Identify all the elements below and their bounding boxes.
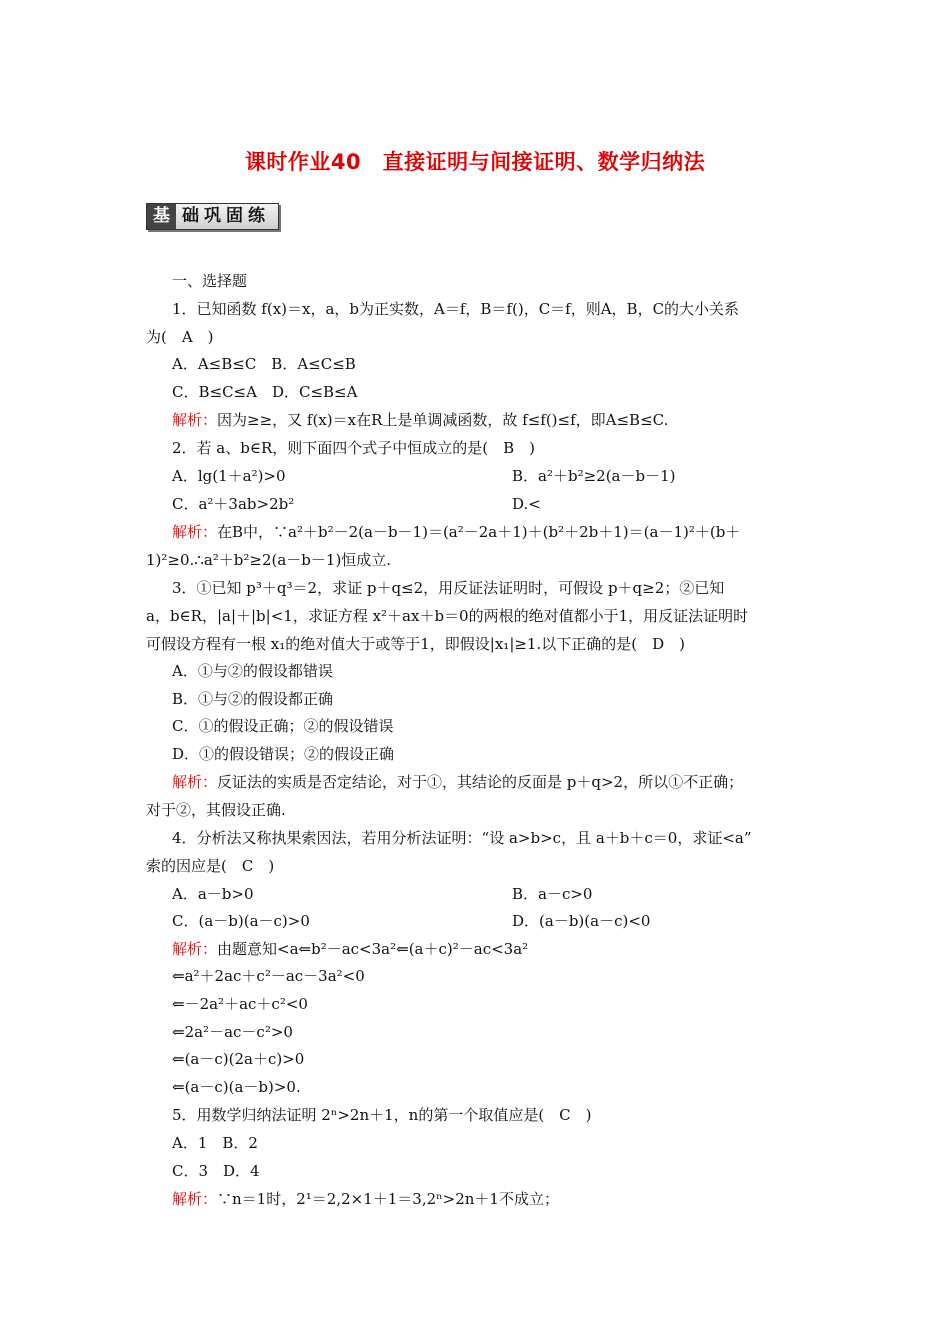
solution-text: 反证法的实质是否定结论，对于①，其结论的反面是 p＋q>2，所以①不正确；: [217, 773, 744, 791]
question-2-solution-cont: 1)²≥0.∴a²＋b²≥2(a－b－1)恒成立.: [146, 551, 392, 569]
solution-label: 解析：: [172, 940, 218, 958]
solution-text: 由题意知<a⇐b²－ac<3a²⇐(a＋c)²－ac<3a²: [217, 940, 529, 958]
solution-label: 解析：: [172, 411, 218, 429]
question-3-text: 3．①已知 p³＋q³＝2，求证 p＋q≤2，用反证法证明时，可假设 p＋q≥2；②已知: [172, 579, 725, 597]
question-4-step-2: ⇐－2a²＋ac＋c²<0: [172, 995, 308, 1013]
section-heading: 一、选择题: [172, 272, 248, 290]
solution-label: 解析：: [172, 523, 218, 541]
question-1-options-cd: C．B≤C≤A D．C≤B≤A: [172, 383, 358, 401]
question-2-option-d: D.<: [512, 495, 541, 513]
question-3-option-b: B．①与②的假设都正确: [172, 690, 334, 708]
question-2-option-c: C．a²＋3ab>2b²: [172, 495, 295, 513]
question-1-text: 1．已知函数 f(x)＝x，a，b为正实数，A＝f，B＝f()，C＝f，则A，B，C的大小关系: [172, 300, 740, 318]
badge-first-char: 基: [147, 204, 176, 229]
question-2-solution: [172, 522, 740, 542]
question-5-solution: [172, 1189, 559, 1209]
question-4-step-5: ⇐(a－c)(a－b)>0.: [172, 1078, 301, 1096]
question-4-step-4: ⇐(a－c)(2a＋c)>0: [172, 1050, 305, 1068]
question-4-text-cont: 索的因应是( C ): [146, 857, 275, 875]
question-4-step-3: ⇐2a²－ac－c²>0: [172, 1023, 293, 1041]
question-4-solution: [172, 939, 528, 959]
question-4-step-1: ⇐a²＋2ac＋c²－ac－3a²<0: [172, 967, 365, 985]
question-3-solution: [172, 772, 743, 792]
question-3-solution-cont: 对于②，其假设正确.: [146, 801, 286, 819]
solution-label: 解析：: [172, 773, 218, 791]
question-5-options-ab: A．1 B．2: [172, 1134, 258, 1152]
question-4-option-a: A．a－b>0: [172, 885, 254, 903]
question-1-text-cont: 为( A ): [146, 328, 214, 346]
question-5-text: 5．用数学归纳法证明 2ⁿ>2n＋1，n的第一个取值应是( C ): [172, 1106, 592, 1124]
question-4-option-d: D．(a－b)(a－c)<0: [512, 912, 651, 930]
question-4-option-b: B．a－c>0: [512, 885, 593, 903]
badge-label: 础巩固练: [176, 204, 278, 229]
solution-text: 因为≥≥，又 f(x)＝x在R上是单调减函数，故 f≤f()≤f，即A≤B≤C.: [217, 411, 669, 429]
question-3-text-cont: a，b∈R，|a|＋|b|<1，求证方程 x²＋ax＋b＝0的两根的绝对值都小于1，用反证法证明时: [146, 607, 749, 625]
solution-text: 在B中，∵a²＋b²－2(a－b－1)＝(a²－2a＋1)＋(b²＋2b＋1)＝(a－1)²＋(b＋: [217, 523, 741, 541]
solution-label: 解析：: [172, 1190, 218, 1208]
question-4-option-c: C．(a－b)(a－c)>0: [172, 912, 310, 930]
question-3-option-a: A．①与②的假设都错误: [172, 662, 333, 680]
question-1-solution: [172, 410, 668, 430]
question-2-option-a: A．lg(1＋a²)>0: [172, 467, 286, 485]
question-2-text: 2．若 a、b∈R，则下面四个式子中恒成立的是( B ): [172, 439, 535, 457]
question-3-option-c: C．①的假设正确；②的假设错误: [172, 717, 394, 735]
page-title: 课时作业40 直接证明与间接证明、数学归纳法: [244, 150, 706, 174]
section-badge: [146, 203, 279, 230]
solution-text: ∵n＝1时，2¹＝2,2×1＋1＝3,2ⁿ>2n＋1不成立；: [217, 1190, 559, 1208]
question-3-text-cont2: 可假设方程有一根 x₁的绝对值大于或等于1，即假设|x₁|≥1.以下正确的是( D ): [146, 635, 685, 653]
question-2-option-b: B．a²＋b²≥2(a－b－1): [512, 467, 676, 485]
question-4-text: 4．分析法又称执果索因法，若用分析法证明：“设 a>b>c，且 a＋b＋c＝0，求证<a”: [172, 829, 752, 847]
question-3-option-d: D．①的假设错误；②的假设正确: [172, 745, 395, 763]
question-5-options-cd: C．3 D．4: [172, 1162, 260, 1180]
question-1-options-ab: A．A≤B≤C B．A≤C≤B: [172, 355, 356, 373]
